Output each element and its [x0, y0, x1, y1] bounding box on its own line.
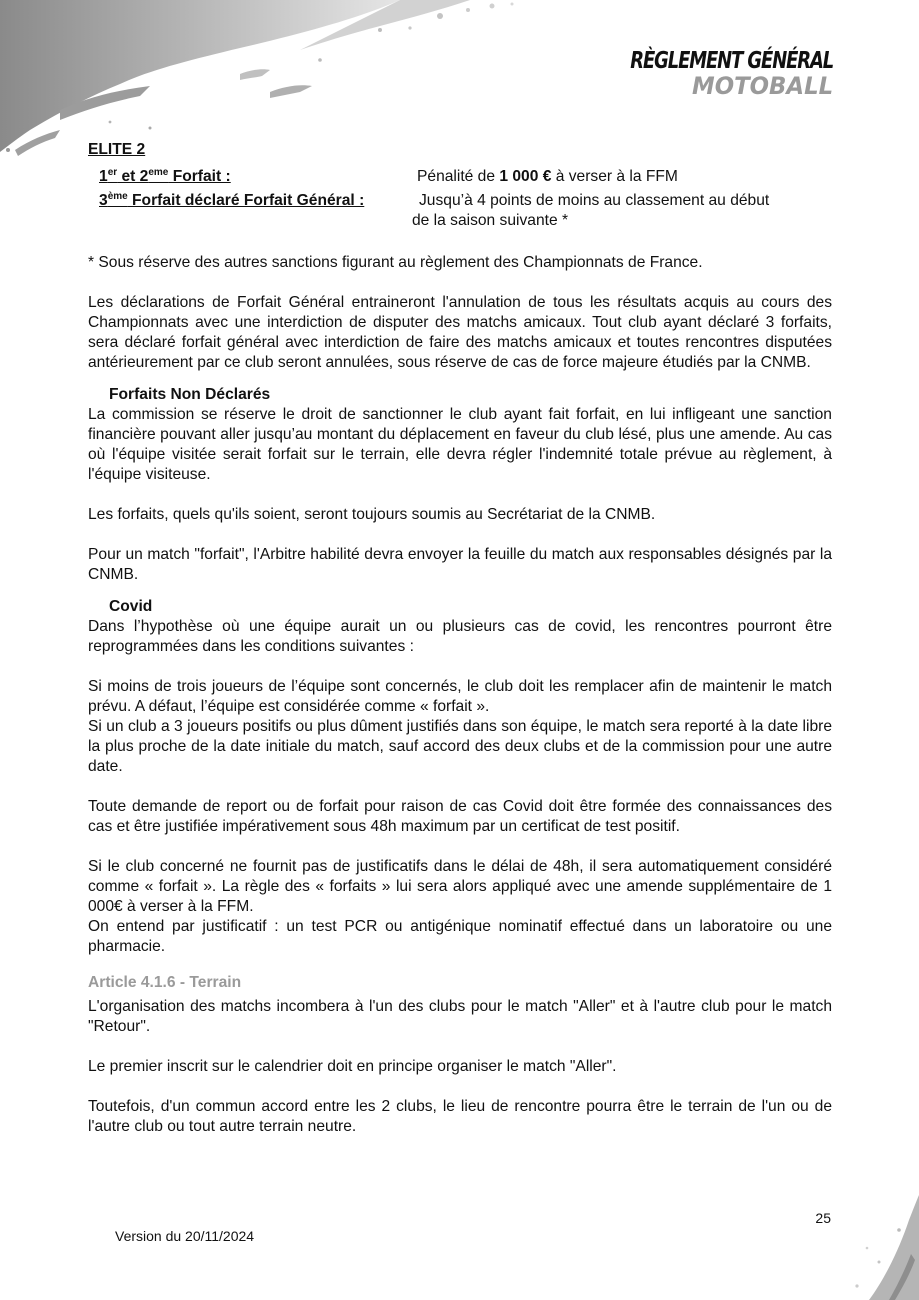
forfait-label [99, 191, 417, 231]
penalty-text: Jusqu’à 4 points de moins au classement au début [419, 192, 770, 209]
section-heading-elite: ELITE 2 [88, 141, 146, 158]
paragraph: Les déclarations de Forfait Général entraineront l'annulation de tous les résultats acquis au cours des Championnats avec une interdiction de disputer des matchs amicaux. Tout club ayant déclaré 3 forfaits, sera déclaré forfait général avec interdiction de faire des matchs amicaux et toutes rencontres disputées antérieurement par ce club seront annulées, sous réserve de cas de force majeure étudiés par la CNMB. [88, 294, 832, 371]
paragraph: Si un club a 3 joueurs positifs ou plus dûment justifiés dans son équipe, le match sera reporté à la date libre la plus proche de la date initiale du match, sauf accord des deux clubs et de la commission pour une autre date. [88, 718, 832, 775]
forfait-penalty-table [99, 167, 832, 231]
document-body [88, 140, 832, 1137]
paragraph: Le premier inscrit sur le calendrier doit en principe organiser le match "Aller". [88, 1058, 617, 1075]
ordinal-suffix: eme [148, 166, 169, 178]
sub-heading-non-declares: Forfaits Non Déclarés [109, 386, 271, 403]
header-title-line2: MOTOBALL [691, 72, 833, 100]
paragraph: Toutefois, d'un commun accord entre les 2 clubs, le lieu de rencontre pourra être le terrain de l'un ou de l'autre club ou tout autre terrain neutre. [88, 1098, 832, 1135]
paragraph: Si le club concerné ne fournit pas de justificatifs dans le délai de 48h, il sera automatiquement considéré comme « forfait ». La règle des « forfaits » lui sera alors appliqué avec une amende supplémentaire de 1 000€ à verser à la FFM. [88, 858, 832, 915]
paragraph: Pour un match "forfait", l'Arbitre habilité devra envoyer la feuille du match aux responsables désignés par la CNMB. [88, 546, 832, 583]
ordinal-suffix: ème [107, 190, 128, 202]
paragraph: On entend par justificatif : un test PCR ou antigénique nominatif effectué dans un laboratoire ou une pharmacie. [88, 918, 832, 955]
forfait-label-text: Forfait déclaré Forfait Général : [127, 192, 365, 209]
penalty-amount: 1 000 € [499, 168, 552, 185]
article-title: Article 4.1.6 - Terrain [88, 974, 242, 991]
forfait-penalty [412, 191, 832, 231]
forfait-penalty [417, 167, 832, 187]
forfait-label [99, 167, 417, 187]
paragraph: * Sous réserve des autres sanctions figurant au règlement des Championnats de France. [88, 254, 703, 271]
forfait-label-text: Forfait : [168, 168, 231, 185]
ordinal-number: 1 [99, 168, 108, 185]
paragraph: Si moins de trois joueurs de l’équipe sont concernés, le club doit les remplacer afin de maintenir le match prévu. A défaut, l’équipe est considérée comme « forfait ». [88, 678, 832, 715]
penalty-text: de la saison suivante * [412, 212, 569, 229]
penalty-text: Pénalité de [417, 168, 500, 185]
version-date: Version du 20/11/2024 [115, 1228, 255, 1244]
page-number: 25 [815, 1210, 831, 1226]
forfait-row [99, 191, 832, 231]
paragraph: Dans l’hypothèse où une équipe aurait un ou plusieurs cas de covid, les rencontres pourront être reprogrammées dans les conditions suivantes : [88, 618, 832, 655]
paragraph: Les forfaits, quels qu'ils soient, seront toujours soumis au Secrétariat de la CNMB. [88, 506, 656, 523]
ordinal-number: et 2 [117, 168, 149, 185]
paragraph: Toute demande de report ou de forfait pour raison de cas Covid doit être formée des connaissances des cas et être justifiée impérativement sous 48h maximum par un certificat de test positif. [88, 798, 832, 835]
ordinal-number: 3 [99, 192, 108, 209]
document-header [573, 50, 833, 98]
paragraph: L'organisation des matchs incombera à l'un des clubs pour le match "Aller" et à l'autre club pour le match "Retour". [88, 998, 832, 1035]
penalty-text: à verser à la FFM [551, 168, 678, 185]
sub-heading-covid: Covid [109, 598, 153, 615]
decorative-brush-bottom-right [739, 1190, 919, 1300]
header-title-line1: RÈGLEMENT GÉNÉRAL [630, 48, 833, 74]
ordinal-suffix: er [107, 166, 118, 178]
paragraph: La commission se réserve le droit de sanctionner le club ayant fait forfait, en lui infligeant une sanction financière pouvant aller jusqu’au montant du déplacement en faveur du club lésé, plus une amende. Au cas où l'équipe visitée serait forfait sur le terrain, elle devra régler l'indemnité totale prévue au règlement, à l'équipe visiteuse. [88, 406, 832, 483]
forfait-row [99, 167, 832, 187]
